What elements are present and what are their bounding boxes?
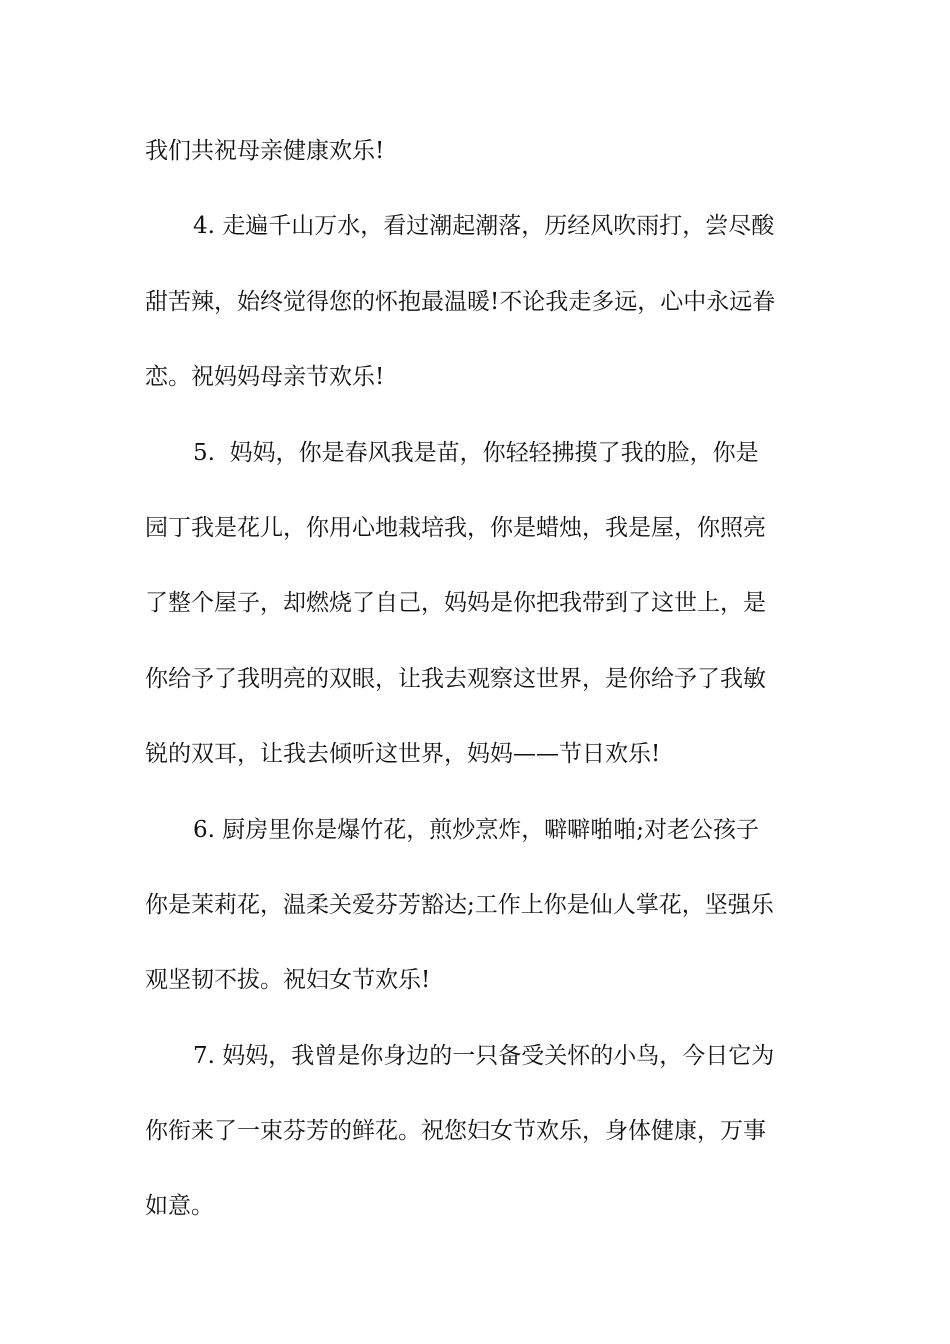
text-line-item-7-start: 7. 妈妈，我曾是你身边的一只备受关怀的小鸟，今日它为 <box>193 1042 775 1069</box>
text-line: 如意。 <box>145 1193 214 1220</box>
text-line: 恋。祝妈妈母亲节欢乐! <box>145 364 385 391</box>
text-line: 你是茉莉花，温柔关爱芬芳豁达;工作上你是仙人掌花，坚强乐 <box>145 891 774 918</box>
text-line: 观坚韧不拔。祝妇女节欢乐! <box>145 967 431 994</box>
text-line: 甜苦辣，始终觉得您的怀抱最温暖!不论我走多远，心中永远眷 <box>145 288 776 315</box>
text-line-item-5-start: 5. 妈妈，你是春风我是苗，你轻轻拂摸了我的脸，你是 <box>193 439 759 466</box>
text-line-item-6-start: 6. 厨房里你是爆竹花，煎炒烹炸，噼噼啪啪;对老公孩子 <box>193 816 760 843</box>
text-line: 你衔来了一束芬芳的鲜花。祝您妇女节欢乐，身体健康，万事 <box>145 1118 766 1145</box>
text-line-item-4-start: 4. 走遍千山万水，看过潮起潮落，历经风吹雨打，尝尽酸 <box>193 213 775 240</box>
text-line: 锐的双耳，让我去倾听这世界，妈妈——节日欢乐! <box>145 741 661 768</box>
text-line: 我们共祝母亲健康欢乐! <box>145 138 385 164</box>
document-body <box>145 114 815 1245</box>
text-line: 园丁我是花儿，你用心地栽培我，你是蜡烛，我是屋，你照亮 <box>145 514 766 541</box>
text-line: 了整个屋子，却燃烧了自己，妈妈是你把我带到了这世上，是 <box>145 590 766 617</box>
text-line: 你给予了我明亮的双眼，让我去观察这世界，是你给予了我敏 <box>145 665 766 692</box>
